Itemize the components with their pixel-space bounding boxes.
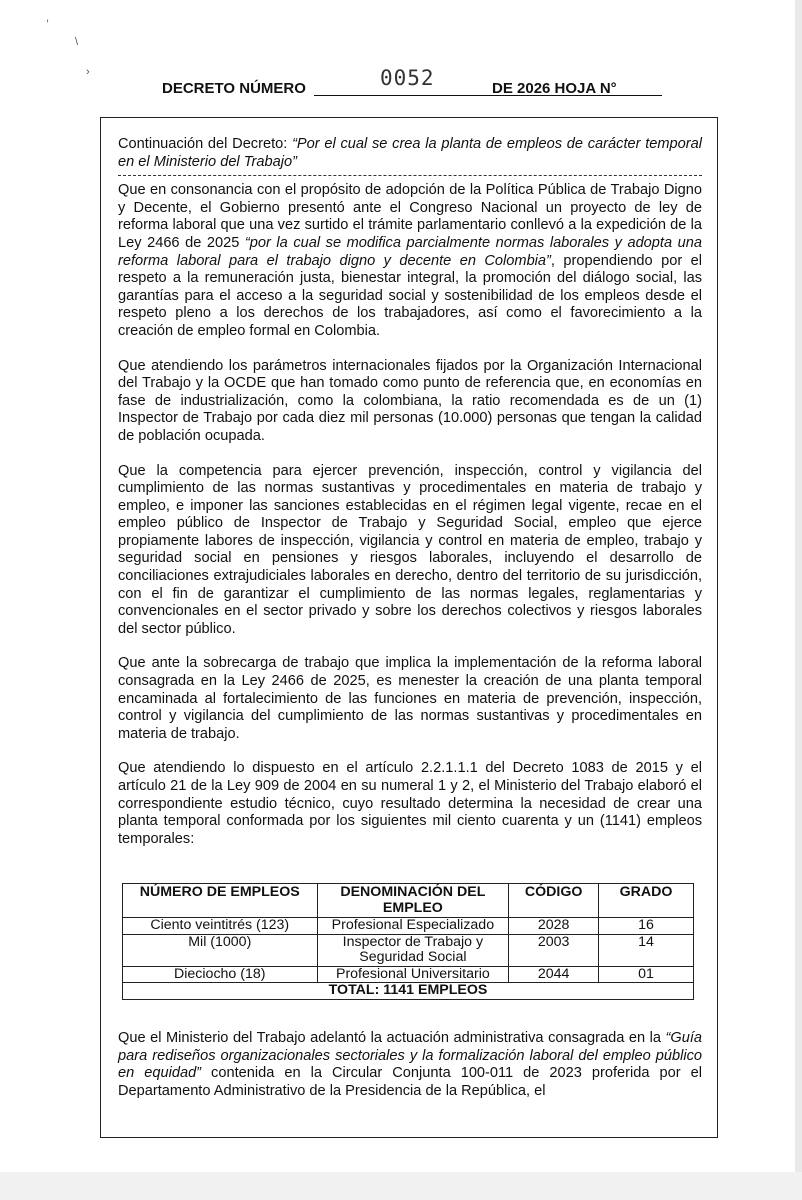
table-cell: 2003	[509, 934, 599, 966]
paragraph-1-text-a: Que en consonancia con el propósito de adopción de la Política Pública de Trabajo Digno y Decente, el Gobierno presentó ante el Congreso Nacional un proyecto de ley de reforma laboral que una vez surtido el trámite parlamentario conllevó a la expedición de la Ley 2466 de 2025	[118, 182, 702, 251]
decree-header	[162, 66, 722, 102]
table-row	[123, 918, 694, 935]
scan-mark: ,	[46, 12, 50, 24]
table-cell: Profesional Especializado	[317, 918, 509, 935]
table-cell: 2044	[509, 966, 599, 983]
table-cell: Ciento veintitrés (123)	[123, 918, 318, 935]
paragraph-4: Que ante la sobrecarga de trabajo que implica la implementación de la reforma laboral consagrada en la Ley 2466 de 2025, es menester la creación de una planta temporal encaminada al fortalecimiento de las funciones en materia de prevención, inspección, control y vigilancia del cumplimiento de las normas sustantivas y procedimentales en materia de trabajo.	[118, 655, 702, 742]
scan-mark: ›	[86, 66, 90, 78]
table-cell: Profesional Universitario	[317, 966, 509, 983]
guide-title: “Guía para rediseños organizacionales sectoriales y la formalización laboral del empleo público en equidad”	[118, 1030, 702, 1082]
page-bottom-margin	[0, 1172, 802, 1200]
sheet-number-underline	[626, 95, 662, 96]
page-edge-shadow	[795, 0, 802, 1200]
table-cell: 16	[599, 918, 694, 935]
continuation-line	[118, 136, 702, 171]
table-header: NÚMERO DE EMPLEOS	[123, 884, 318, 918]
paragraph-1	[118, 182, 702, 340]
table-row	[123, 966, 694, 983]
continuation-prefix: Continuación del Decreto:	[118, 136, 293, 152]
paragraph-6-text-a: Que el Ministerio del Trabajo adelantó la actuación administrativa consagrada en la	[118, 1030, 666, 1046]
scan-mark: \	[75, 36, 79, 48]
table-row	[123, 934, 694, 966]
decree-number: 0052	[380, 66, 435, 90]
year-sheet-label: DE 2026 HOJA N°	[492, 80, 617, 97]
table-header: GRADO	[599, 884, 694, 918]
table-cell: 2028	[509, 918, 599, 935]
table-cell: Inspector de Trabajo y Seguridad Social	[317, 934, 509, 966]
paragraph-6	[118, 1030, 702, 1100]
table-total-row	[123, 983, 694, 1000]
employment-table	[122, 883, 694, 1000]
table-header: CÓDIGO	[509, 884, 599, 918]
paragraph-1-text-b: , propendiendo por el respeto a la remuneración justa, bienestar integral, la promoción del diálogo social, las garantías para el acceso a la seguridad social y sostenibilidad de los empleos desde el respeto pleno a los derechos de los trabajadores, así como el favorecimiento a la creación de empleo formal en Colombia.	[118, 252, 702, 339]
table-cell: 14	[599, 934, 694, 966]
paragraph-3: Que la competencia para ejercer prevención, inspección, control y vigilancia del cumplimiento de las normas sustantivas y procedimentales en materia de trabajo y empleo, e imponer las sanciones establecidas en el régimen legal vigente, recae en el empleo público de Inspector de Trabajo y Seguridad Social, empleo que ejerce propiamente labores de inspección, vigilancia y control en materia de empleo, trabajo y seguridad social en pensiones y riesgos laborales, incluyendo el desarrollo de conciliaciones extrajudiciales laborales en derecho, dentro del territorio de su jurisdicción, con el fin de garantizar el cumplimiento de las normas legales, reglamentarias y convencionales en el sector privado y sobre los derechos colectivos y riesgos laborales del sector público.	[118, 462, 702, 637]
dashed-separator	[118, 175, 702, 176]
paragraph-5: Que atendiendo lo dispuesto en el artículo 2.2.1.1.1 del Decreto 1083 de 2015 y el artículo 21 de la Ley 909 de 2004 en su numeral 1 y 2, el Ministerio del Trabajo elaboró el correspondiente estudio técnico, cuyo resultado determina la necesidad de crear una planta temporal conformada por los siguientes mil ciento cuarenta y un (1141) empleos temporales:	[118, 760, 702, 847]
paragraph-6-text-b: contenida en la Circular Conjunta 100-011 de 2023 proferida por el Departamento Administrativo de la Presidencia de la República, el	[118, 1065, 702, 1099]
table-header-row	[123, 884, 694, 918]
paragraph-2: Que atendiendo los parámetros internacionales fijados por la Organización Internacional del Trabajo y la OCDE que han tomado como punto de referencia que, en economías en fase de industrialización, como la colombiana, la ratio recomendada es de un (1) Inspector de Trabajo por cada diez mil personas (10.000) personas que tengan la calidad de población ocupada.	[118, 357, 702, 444]
law-title: “por la cual se modifica parcialmente normas laborales y adopta una reforma laboral para el trabajo digno y decente en Colombia”	[118, 234, 702, 269]
decree-title: “Por el cual se crea la planta de empleos de carácter temporal en el Ministerio del Trabajo”	[118, 136, 702, 170]
table-cell: Dieciocho (18)	[123, 966, 318, 983]
table-total: TOTAL: 1141 EMPLEOS	[123, 983, 694, 1000]
table-cell: 01	[599, 966, 694, 983]
table-cell: Mil (1000)	[123, 934, 318, 966]
table-header: DENOMINACIÓN DEL EMPLEO	[317, 884, 509, 918]
document-body	[118, 136, 702, 865]
decree-number-label: DECRETO NÚMERO	[162, 80, 306, 97]
